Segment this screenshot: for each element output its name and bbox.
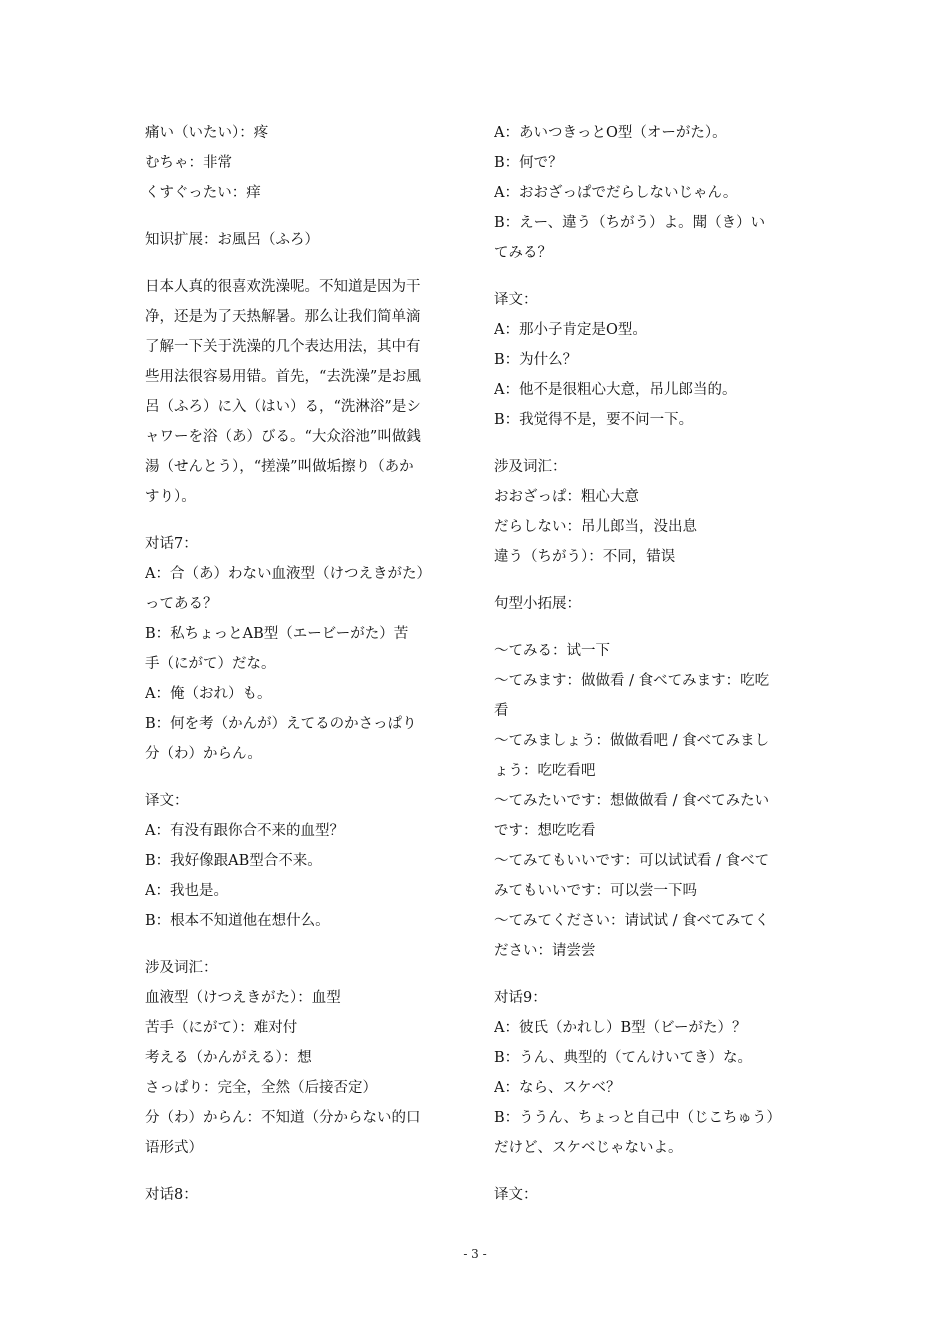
text-line: ださい：请尝尝 xyxy=(494,943,596,959)
right-column xyxy=(494,118,814,1210)
text-line: B：うん、典型的（てんけいてき）な。 xyxy=(494,1050,753,1066)
text-line: 译文： xyxy=(494,1187,538,1203)
text-line: A：他不是很粗心大意，吊儿郎当的。 xyxy=(494,382,737,398)
text-line: A：有没有跟你合不来的血型？ xyxy=(145,823,344,839)
paragraph-gap xyxy=(494,966,814,983)
text-line: B：为什么？ xyxy=(494,352,578,368)
text-line: さっぱり：完全，全然（后接否定） xyxy=(145,1080,377,1096)
text-line: B：根本不知道他在想什么。 xyxy=(145,913,330,929)
text-line: 日本人真的很喜欢洗澡呢。不知道是因为干 xyxy=(145,279,421,295)
text-line: 涉及词汇： xyxy=(494,459,567,475)
text-line: おおざっぱ：粗心大意 xyxy=(494,489,639,505)
text-line: 痛い（いたい）：疼 xyxy=(145,125,269,141)
text-line: 了解一下关于洗澡的几个表达用法，其中有 xyxy=(145,339,421,355)
text-line: ～てみましょう：做做看吧 / 食べてみまし xyxy=(494,733,770,749)
text-line: A：俺（おれ）も。 xyxy=(145,686,272,702)
paragraph-gap xyxy=(494,1163,814,1180)
text-line: 血液型（けつえきがた）：血型 xyxy=(145,990,341,1006)
text-line: 涉及词汇： xyxy=(145,960,218,976)
text-line: 分（わ）からん：不知道（分からない的口 xyxy=(145,1110,421,1126)
text-line: A：我也是。 xyxy=(145,883,228,899)
text-line: だらしない：吊儿郎当，没出息 xyxy=(494,519,697,535)
text-line: 湯（せんとう），“搓澡”叫做垢擦り（あか xyxy=(145,459,414,475)
text-line: 译文： xyxy=(145,793,189,809)
text-line: です：想吃吃看 xyxy=(494,823,596,839)
text-line: ～てみます：做做看 / 食べてみます：吃吃 xyxy=(494,673,770,689)
text-line: B：ううん、ちょっと自己中（じこちゅう） xyxy=(494,1110,782,1126)
text-line: 些用法很容易用错。首先，“去洗澡”是お風 xyxy=(145,369,421,385)
text-line: だけど、スケベじゃないよ。 xyxy=(494,1140,683,1156)
text-line: ～てみてください：请试试 / 食べてみてく xyxy=(494,913,770,929)
paragraph-gap xyxy=(494,268,814,285)
text-line: ～てみる：试一下 xyxy=(494,643,610,659)
text-line: 呂（ふろ）に入（はい）る，“洗淋浴”是シ xyxy=(145,399,421,415)
text-line: くすぐったい：痒 xyxy=(145,185,261,201)
paragraph-gap xyxy=(145,1163,465,1180)
text-line: B：私ちょっとAB型（エービーがた）苦 xyxy=(145,626,409,642)
text-line: A：合（あ）わない血液型（けつえきがた） xyxy=(145,566,431,582)
text-line: 違う（ちがう）：不同，错误 xyxy=(494,549,676,565)
text-line: 考える（かんがえる）：想 xyxy=(145,1050,312,1066)
text-line: 句型小拓展： xyxy=(494,596,581,612)
text-line: B：えー、違う（ちがう）よ。聞（き）い xyxy=(494,215,766,231)
text-line: 苦手（にがて）：难对付 xyxy=(145,1020,298,1036)
text-line: みてもいいです：可以尝一下吗 xyxy=(494,883,697,899)
text-line: B：何で？ xyxy=(494,155,563,171)
text-line: 看 xyxy=(494,703,509,719)
text-line: ～てみたいです：想做做看 / 食べてみたい xyxy=(494,793,770,809)
text-line: B：我好像跟AB型合不来。 xyxy=(145,853,322,869)
text-line: 分（わ）からん。 xyxy=(145,746,262,762)
text-line: 净，还是为了天热解暑。那么让我们简单滴 xyxy=(145,309,421,325)
text-line: ャワーを浴（あ）びる。“大众浴池”叫做銭 xyxy=(145,429,421,445)
left-column xyxy=(145,118,465,1210)
paragraph-gap xyxy=(145,769,465,786)
text-line: A：なら、スケベ？ xyxy=(494,1080,621,1096)
text-line: A：おおざっぱでだらしないじゃん。 xyxy=(494,185,738,201)
text-line: ょう：吃吃看吧 xyxy=(494,763,596,779)
text-line: むちゃ：非常 xyxy=(145,155,232,171)
text-line: 对话9： xyxy=(494,990,547,1006)
text-line: ～てみてもいいです：可以试试看 / 食べて xyxy=(494,853,770,869)
text-line: A：あいつきっとO型（オーがた）。 xyxy=(494,125,727,141)
paragraph-gap xyxy=(145,936,465,953)
text-line: 知识扩展：お風呂（ふろ） xyxy=(145,232,319,248)
text-line: A：那小子肯定是O型。 xyxy=(494,322,647,338)
paragraph-gap xyxy=(494,572,814,589)
text-line: 对话8： xyxy=(145,1187,198,1203)
paragraph-gap xyxy=(145,255,465,272)
text-line: A：彼氏（かれし）B型（ビーがた）？ xyxy=(494,1020,747,1036)
paragraph-gap xyxy=(494,619,814,636)
paragraph-gap xyxy=(145,208,465,225)
text-line: すり）。 xyxy=(145,489,196,505)
paragraph-gap xyxy=(145,512,465,529)
text-line: ってある？ xyxy=(145,596,218,612)
text-line: 手（にがて）だな。 xyxy=(145,656,276,672)
text-line: 语形式） xyxy=(145,1140,203,1156)
text-line: 译文： xyxy=(494,292,538,308)
text-line: B：何を考（かんが）えてるのかさっぱり xyxy=(145,716,417,732)
text-line: 对话7： xyxy=(145,536,198,552)
paragraph-gap xyxy=(494,435,814,452)
text-line: B：我觉得不是，要不问一下。 xyxy=(494,412,694,428)
text-line: てみる？ xyxy=(494,245,552,261)
page-number: - 3 - xyxy=(463,1247,487,1261)
